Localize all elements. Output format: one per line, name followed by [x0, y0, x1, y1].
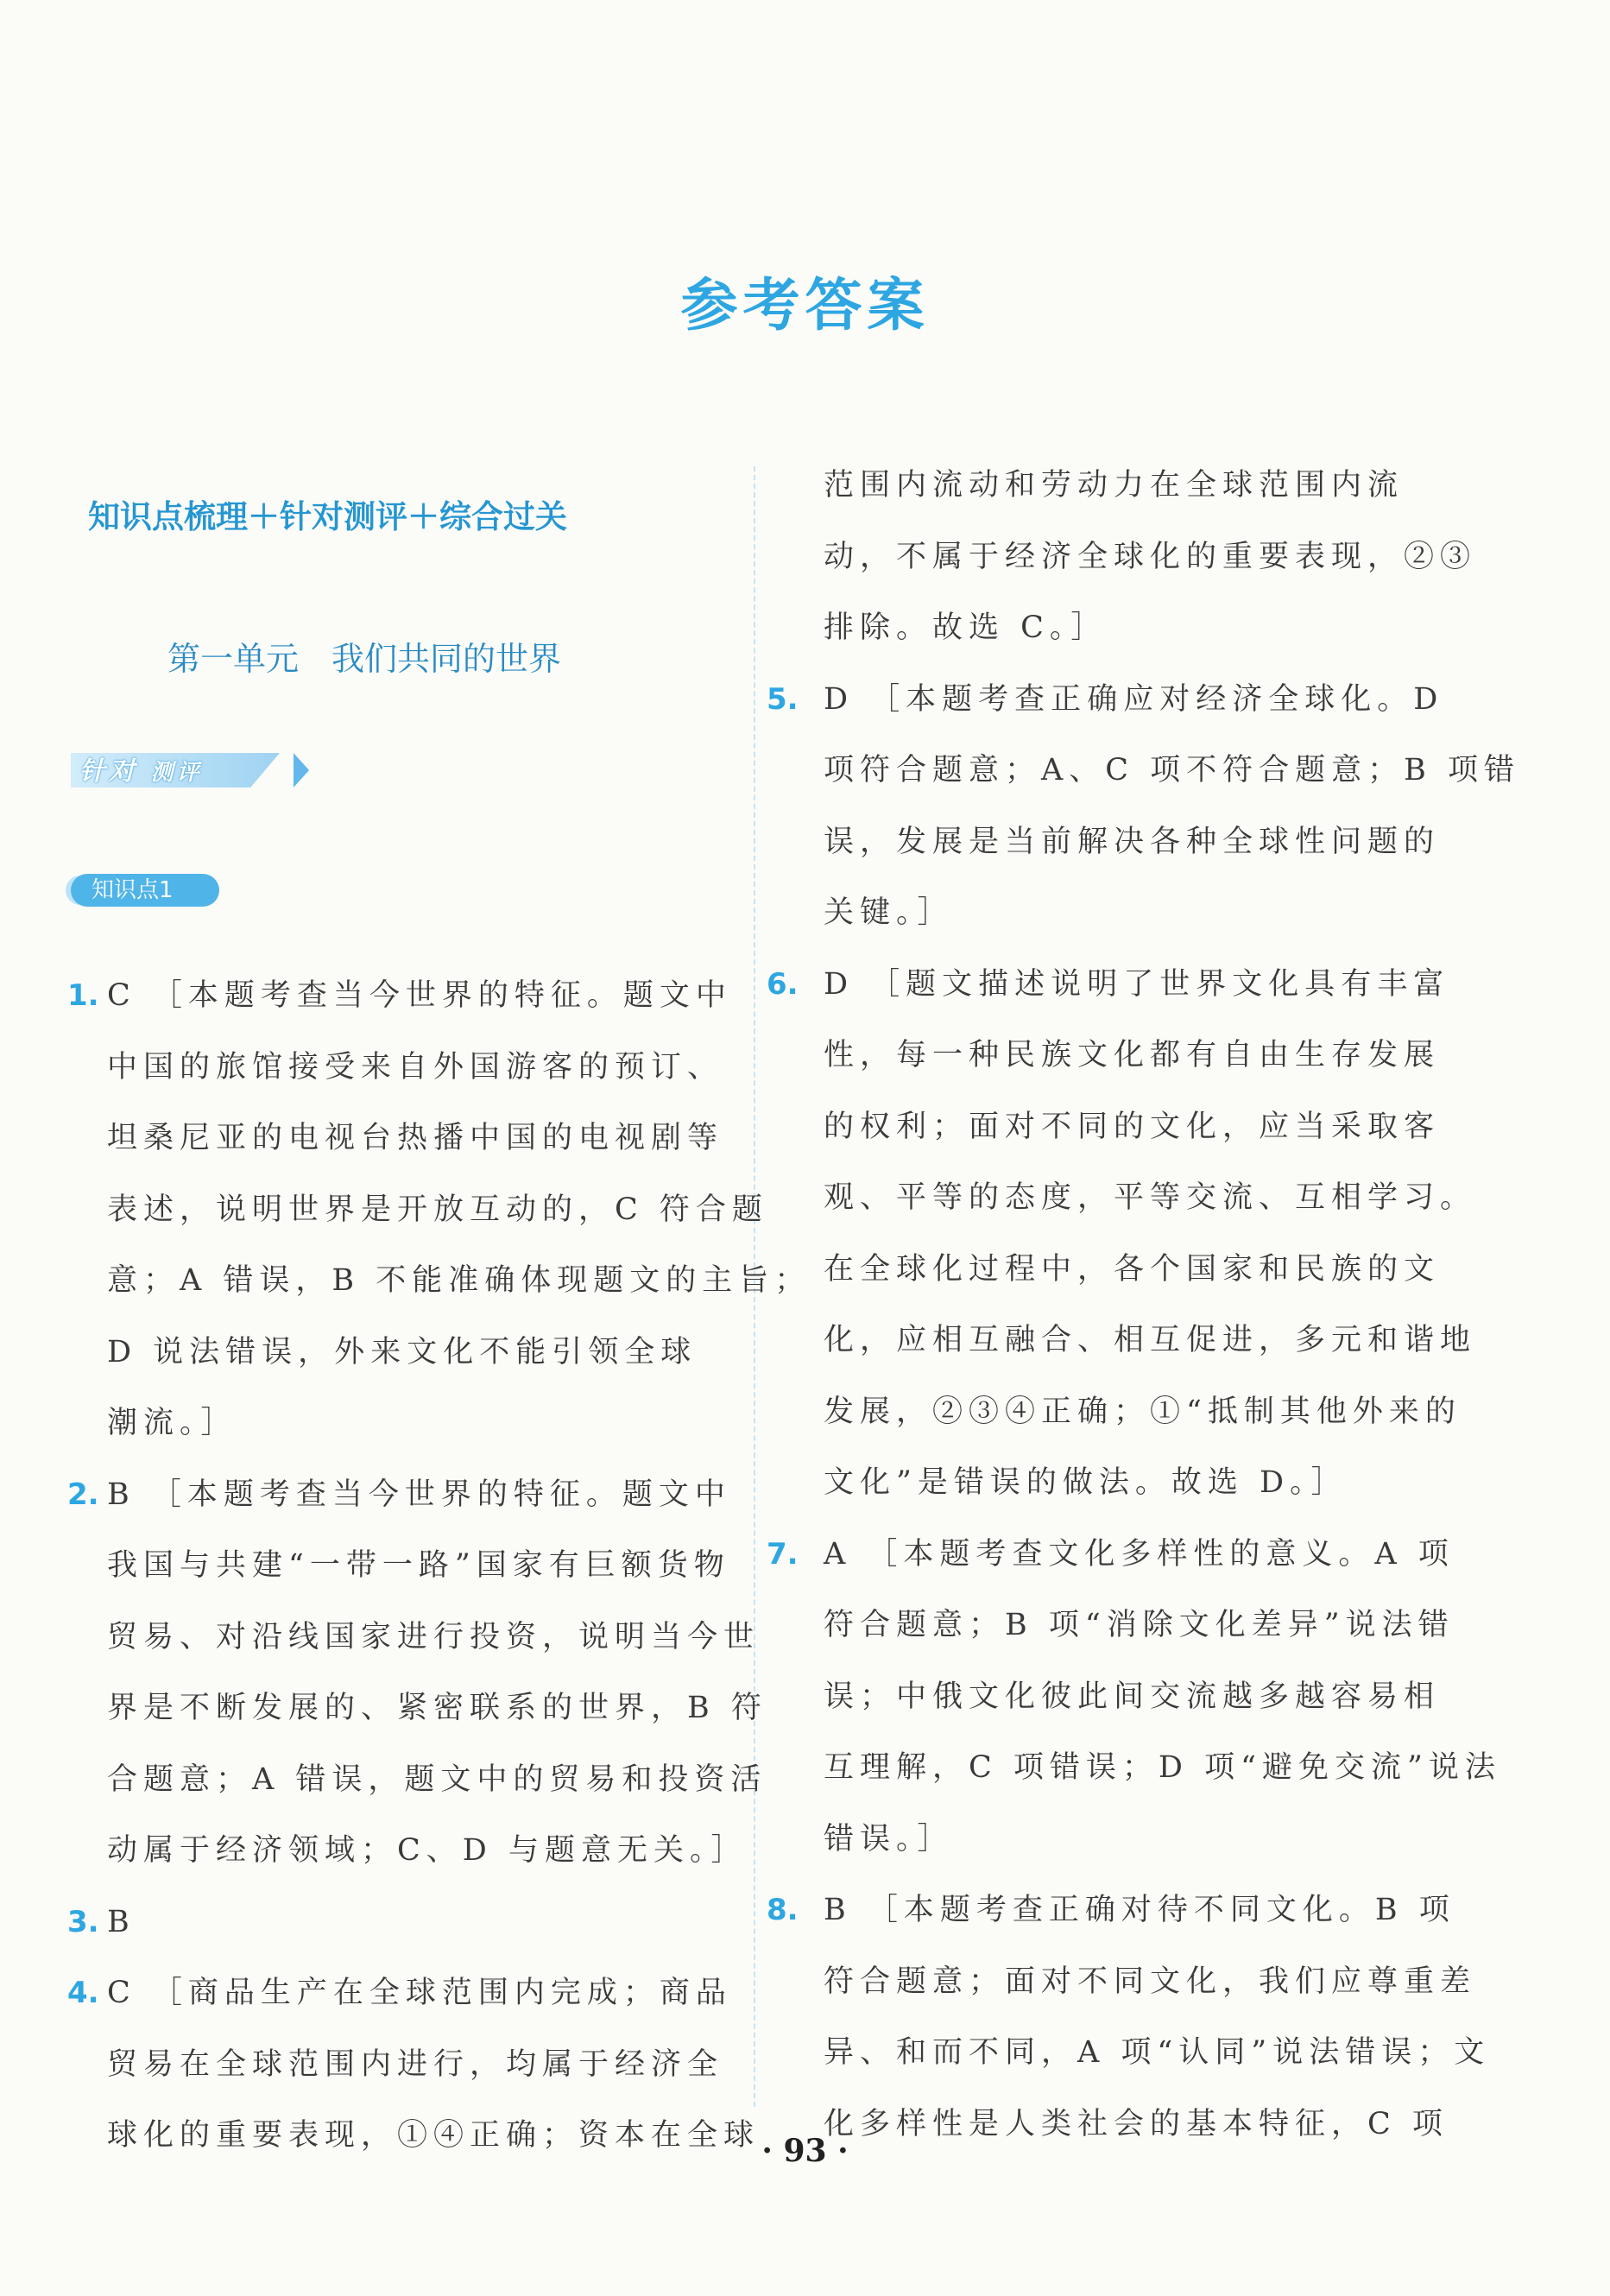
- answer-number: 4.: [67, 1976, 99, 2010]
- answer-line: A ［本题考查文化多样性的意义。A 项: [824, 1536, 1455, 1572]
- knowledge-point-badge: 知识点1: [71, 874, 219, 907]
- answer-line: 发展，②③④正确；①“抵制其他外来的: [824, 1394, 1462, 1429]
- answer-line: 化多样性是人类社会的基本特征，C 项: [824, 2106, 1449, 2141]
- answer-number: 8.: [767, 1893, 799, 1927]
- answer-line: 中国的旅馆接受来自外国游客的预订、: [107, 1049, 724, 1085]
- answer-number: 5.: [767, 681, 799, 717]
- answer-line: 贸易、对沿线国家进行投资，说明当今世: [107, 1619, 761, 1654]
- answer-line: B: [107, 1904, 136, 1939]
- banner-text: [79, 750, 202, 787]
- answer-item: [767, 664, 1521, 949]
- answer-line: 误，发展是当前解决各种全球性问题的: [824, 824, 1441, 859]
- answer-line: 合题意；A 错误，题文中的贸易和投资活: [107, 1762, 767, 1797]
- answer-number: 1.: [67, 978, 99, 1013]
- answer-line: 贸易在全球范围内进行，均属于经济全: [107, 2046, 724, 2082]
- answer-line: 项符合题意；A、C 项不符合题意；B 项错: [824, 753, 1521, 787]
- answer-line: 动属于经济领域；C、D 与题意无关。］: [107, 1833, 748, 1868]
- answer-line: 表述，说明世界是开放互动的，C 符合题: [107, 1192, 768, 1227]
- answer-line: 互理解，C 项错误；D 项“避免交流”说法: [824, 1750, 1501, 1785]
- answer-line: 范围内流动和劳动力在全球范围内流: [824, 468, 1405, 503]
- answer-item: [67, 1459, 767, 1887]
- answer-line: 误；中俄文化彼此间交流越多越容易相: [824, 1679, 1441, 1714]
- answer-item: [67, 1887, 736, 1958]
- answer-item: [67, 960, 811, 1459]
- answer-line: B ［本题考查正确对待不同文化。B 项: [824, 1893, 1455, 1927]
- answer-line: B ［本题考查当今世界的特征。题文中: [107, 1477, 731, 1512]
- answer-line: D ［本题考查正确应对经济全球化。D: [824, 681, 1444, 717]
- banner-text-big: 针对: [79, 756, 138, 787]
- answer-line: C ［本题考查当今世界的特征。题文中: [107, 978, 732, 1013]
- answer-number: 2.: [67, 1477, 99, 1512]
- answer-line: D 说法错误，外来文化不能引领全球: [107, 1334, 698, 1369]
- answer-line: 的权利；面对不同的文化，应当采取客: [824, 1109, 1441, 1144]
- answer-line: 潮流。］: [107, 1406, 237, 1440]
- answer-line: 观、平等的态度，平等交流、互相学习。: [824, 1180, 1477, 1215]
- answer-line: 化，应相互融合、相互促进，多元和谐地: [824, 1323, 1477, 1357]
- answer-line: 符合题意；B 项“消除文化差异”说法错: [824, 1608, 1455, 1642]
- answer-line: 球化的重要表现，①④正确；资本在全球: [107, 2118, 761, 2153]
- right-column: [767, 0, 1521, 2296]
- answer-line: 意；A 错误，B 不能准确体现题文的主旨；: [107, 1263, 811, 1298]
- answer-line: D ［题文描述说明了世界文化具有丰富: [824, 966, 1450, 1002]
- evaluation-banner: [71, 750, 314, 791]
- banner-text-small: 测评: [150, 760, 203, 786]
- answer-line: 排除。故选 C。］: [824, 610, 1108, 645]
- answer-line: 文化”是错误的做法。故选 D。］: [824, 1465, 1348, 1500]
- answer-number: 7.: [767, 1536, 799, 1572]
- answer-line: C ［商品生产在全球范围内完成；商品: [107, 1976, 732, 2010]
- answer-line: 界是不断发展的、紧密联系的世界，B 符: [107, 1691, 767, 1725]
- unit-title: 第一单元 我们共同的世界: [167, 640, 562, 678]
- answer-line: 在全球化过程中，各个国家和民族的文: [824, 1251, 1441, 1287]
- answer-line: 符合题意；面对不同文化，我们应尊重差: [824, 1964, 1477, 1999]
- banner-arrow-icon: [294, 753, 309, 787]
- answer-line: 我国与共建“一带一路”国家有巨额货物: [107, 1548, 730, 1583]
- answer-line: 错误。］: [824, 1821, 954, 1856]
- answers-right: [767, 450, 1521, 2160]
- answer-line: 异、和而不同，A 项“认同”说法错误；文: [824, 2035, 1491, 2070]
- answer-number: 6.: [767, 966, 799, 1002]
- answer-continuation: [777, 450, 1477, 664]
- page-title: 参考答案: [680, 272, 930, 338]
- answer-item: [767, 1875, 1491, 2160]
- answer-number: 3.: [67, 1904, 99, 1939]
- page-number: · 93 ·: [761, 2133, 849, 2169]
- answer-line: 关键。］: [824, 895, 954, 930]
- answer-item: [767, 1519, 1501, 1875]
- section-title: 知识点梳理＋针对测评＋综合过关: [88, 498, 567, 535]
- answer-line: 坦桑尼亚的电视台热播中国的电视剧等: [107, 1121, 724, 1155]
- answer-item: [767, 949, 1477, 1519]
- answer-line: 性，每一种民族文化都有自由生存发展: [824, 1038, 1441, 1072]
- answer-line: 动，不属于经济全球化的重要表现，②③: [824, 539, 1477, 574]
